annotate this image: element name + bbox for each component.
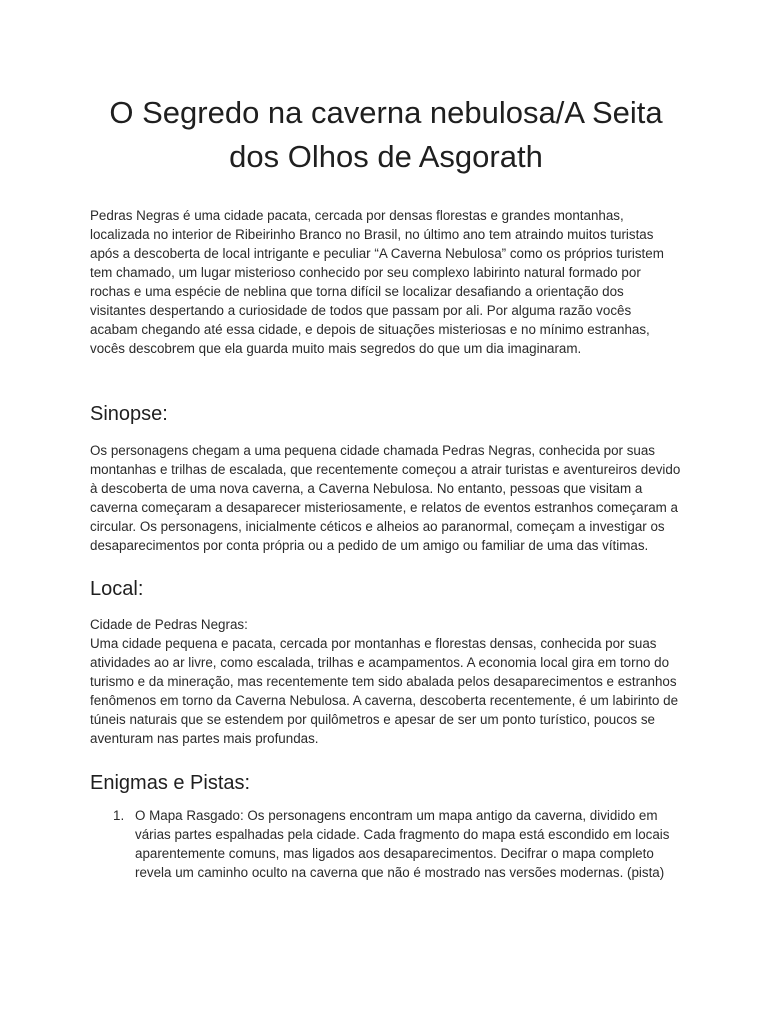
local-section — [90, 615, 682, 748]
local-paragraph: Uma cidade pequena e pacata, cercada por montanhas e florestas densas, conhecida por suas atividades ao ar livre, como escalada, trilhas e acampamentos. A economia local gira em torno do turismo e da mineração, mas recentemente tem sido abalada pelos desaparecimentos e estranhos fenômenos em torno da Caverna Nebulosa. A caverna, descoberta recentemente, é um labirinto de túneis naturais que se estendem por quilômetros e apesar de ser um ponto turístico, poucos se aventuram nas partes mais profundas. — [90, 636, 679, 746]
document-title: O Segredo na caverna nebulosa/A Seita dos Olhos de Asgorath — [109, 95, 663, 174]
local-subheading: Cidade de Pedras Negras: — [90, 617, 248, 632]
local-heading: Local: — [90, 578, 144, 600]
list-item-text: O Mapa Rasgado: Os personagens encontram um mapa antigo da caverna, dividido em várias partes espalhadas pela cidade. Cada fragmento do mapa está escondido em locais aparentemente comuns, mas ligados aos desaparecimentos. Decifrar o mapa completo revela um caminho oculto na caverna que não é mostrado nas versões modernas. (pista) — [135, 808, 670, 880]
enigmas-list — [90, 806, 682, 882]
sinopse-paragraph: Os personagens chegam a uma pequena cidade chamada Pedras Negras, conhecida por suas montanhas e trilhas de escalada, que recentemente começou a atrair turistas e aventureiros devido à descoberta de uma nova caverna, a Caverna Nebulosa. No entanto, pessoas que visitam a caverna começaram a desaparecer misteriosamente, e relatos de eventos estranhos começaram a circular. Os personagens, inicialmente céticos e alheios ao paranormal, começam a investigar os desaparecimentos por conta própria ou a pedido de um amigo ou familiar de uma das vítimas. — [90, 443, 681, 553]
sinopse-heading: Sinopse: — [90, 403, 168, 425]
enigmas-heading: Enigmas e Pistas: — [90, 772, 251, 794]
list-item-number: 1. — [113, 808, 125, 823]
intro-paragraph: Pedras Negras é uma cidade pacata, cercada por densas florestas e grandes montanhas, localizada no interior de Ribeirinho Branco no Brasil, no último ano tem atraindo muitos turistas após a descoberta de local intrigante e peculiar “A Caverna Nebulosa” como os próprios turistem tem chamado, um lugar misterioso conhecido por seu complexo labirinto natural formado por rochas e uma espécie de neblina que torna difícil se localizar desafiando a orientação dos visitantes despertando a curiosidade de todos que passam por ali. Por alguma razão vocês acabam chegando até essa cidade, e depois de situações misteriosas e no mínimo estranhas, vocês descobrem que ela guarda muito mais segredos do que um dia imaginaram. — [90, 208, 664, 356]
document-page — [90, 91, 682, 882]
list-item — [90, 806, 682, 882]
